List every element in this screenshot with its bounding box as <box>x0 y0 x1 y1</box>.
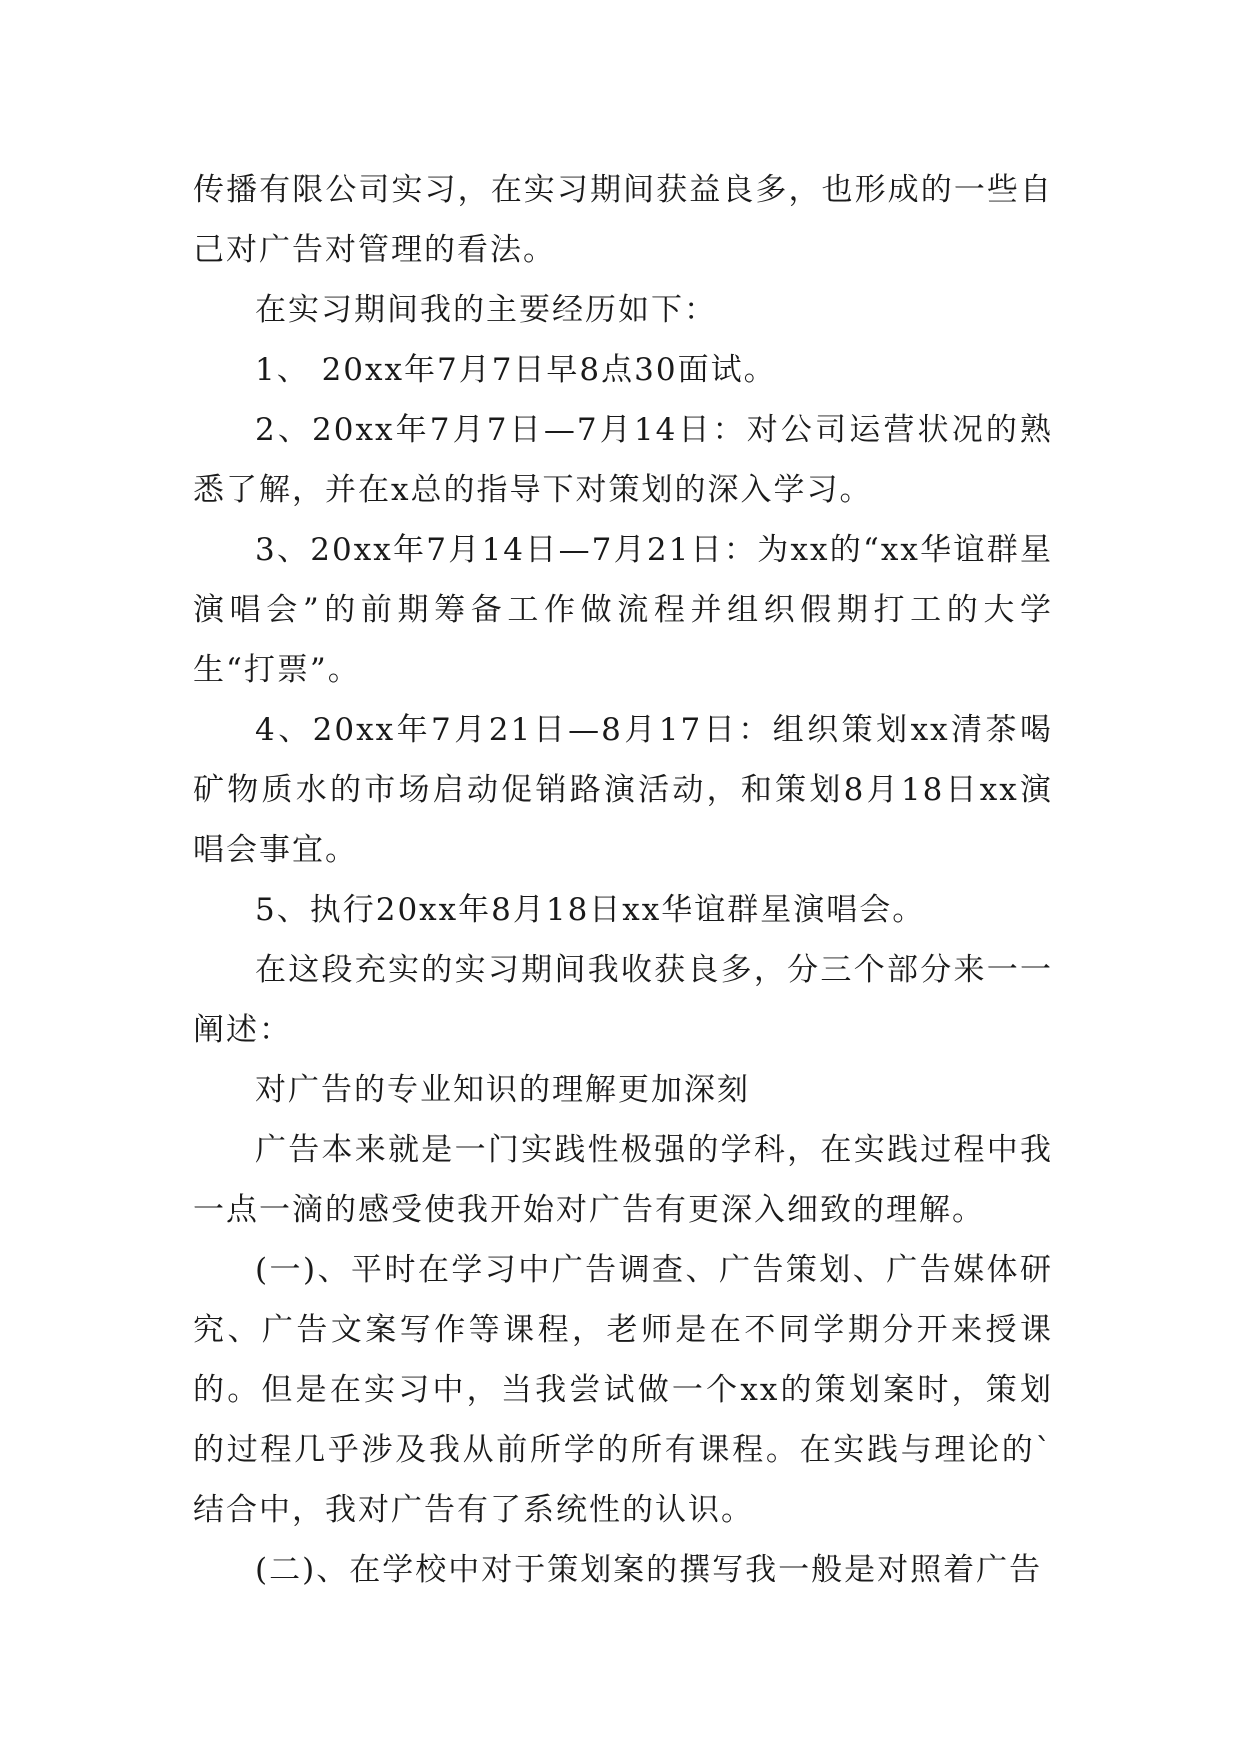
list-item: 5、执行20xx年8月18日xx华谊群星演唱会。 <box>255 892 926 928</box>
paragraph: 传播有限公司实习，在实习期间获益良多，也形成的一些自己对广告对管理的看法。 <box>193 172 1053 268</box>
list-item: 4、20xx年7月21日—8月17日：组织策划xx清茶喝矿物质水的市场启动促销路演活动，和策划8月18日xx演唱会事宜。 <box>193 712 1053 868</box>
paragraph: 在这段充实的实习期间我收获良多，分三个部分来一一阐述： <box>193 952 1053 1048</box>
paragraph: (二)、在学校中对于策划案的撰写我一般是对照着广告 <box>255 1552 1043 1588</box>
list-item: 2、20xx年7月7日—7月14日：对公司运营状况的熟悉了解，并在x总的指导下对策划的深入学习。 <box>193 412 1053 508</box>
section-heading: 对广告的专业知识的理解更加深刻 <box>255 1072 750 1108</box>
document-body <box>193 160 1053 1600</box>
paragraph: 在实习期间我的主要经历如下： <box>255 292 717 328</box>
list-item: 3、20xx年7月14日—7月21日：为xx的“xx华谊群星演唱会”的前期筹备工作做流程并组织假期打工的大学生“打票”。 <box>193 532 1053 688</box>
paragraph: 广告本来就是一门实践性极强的学科，在实践过程中我一点一滴的感受使我开始对广告有更深入细致的理解。 <box>193 1132 1053 1228</box>
list-item: 1、 20xx年7月7日早8点30面试。 <box>255 352 777 388</box>
paragraph: (一)、平时在学习中广告调查、广告策划、广告媒体研究、广告文案写作等课程，老师是在不同学期分开来授课的。但是在实习中，当我尝试做一个xx的策划案时，策划的过程几乎涉及我从前所学的所有课程。在实践与理论的`结合中，我对广告有了系统性的认识。 <box>193 1252 1053 1528</box>
